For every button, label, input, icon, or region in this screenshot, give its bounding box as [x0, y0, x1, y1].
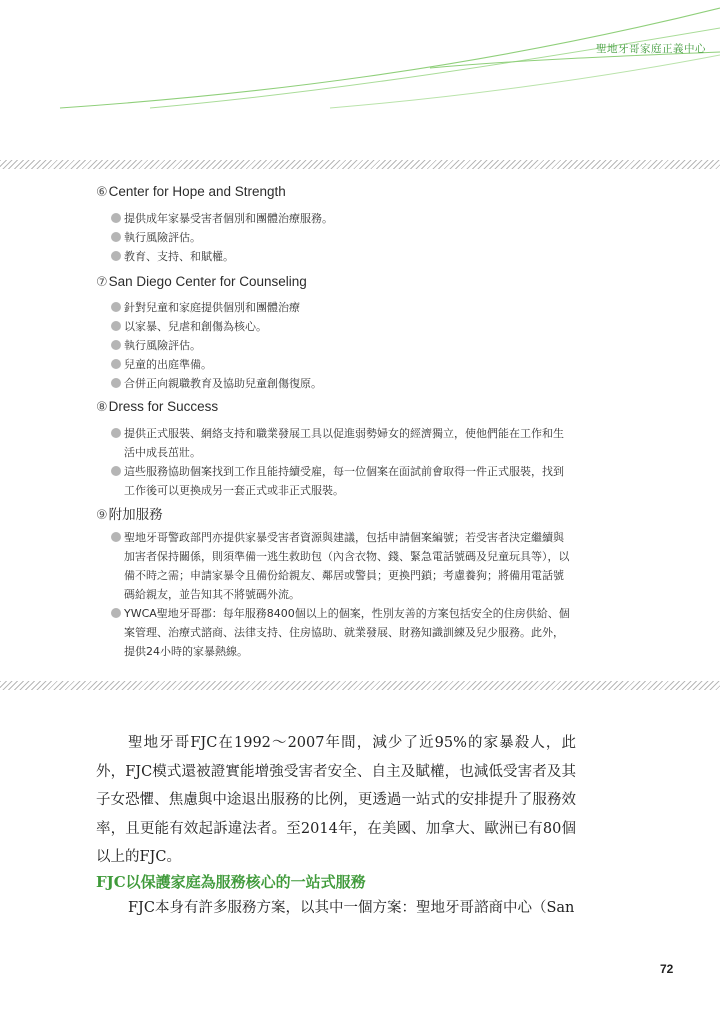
section-number: ⑦ [96, 275, 108, 290]
list-item-text: 以家暴、兒虐和創傷為核心。 [124, 320, 267, 333]
section-title-text: 附加服務 [108, 507, 163, 522]
bullet-icon [111, 232, 121, 242]
section-number: ⑨ [96, 508, 108, 523]
list-item-text: 兒童的出庭準備。 [124, 358, 212, 371]
section-title [96, 399, 218, 415]
section-number: ⑧ [96, 400, 108, 415]
section-title [96, 184, 286, 200]
list-item [111, 336, 571, 355]
list-item-text: 聖地牙哥警政部門亦提供家暴受害者資源與建議，包括申請個案編號；若受害者決定繼續與加害者保持關係，則須準備一逃生救助包（內含衣物、錢、緊急電話號碼及兒童玩具等），以備不時之需；申請家暴令且備份給親友、鄰居或警員；更換門鎖；考慮養狗；將備用電話號碼給親友，並告知其不將號碼外流。 [124, 531, 570, 601]
list-item [111, 604, 571, 661]
list-item [111, 528, 571, 604]
bullet-icon [111, 378, 121, 388]
list-item-text: 提供成年家暴受害者個別和團體治療服務。 [124, 212, 333, 225]
list-item-text: 合併正向親職教育及協助兒童創傷復原。 [124, 377, 322, 390]
list-item-text: 執行風險評估。 [124, 231, 201, 244]
list-item [111, 298, 571, 317]
section-heading: FJC以保護家庭為服務核心的一站式服務 [96, 873, 366, 891]
bullet-icon [111, 532, 121, 542]
bullet-icon [111, 340, 121, 350]
list-item [111, 209, 571, 228]
list-item-text: 這些服務協助個案找到工作且能持續受雇，每一位個案在面試前會取得一件正式服裝，找到工作後可以更換成另一套正式或非正式服裝。 [124, 465, 564, 497]
section-title-text: Center for Hope and Strength [108, 184, 286, 199]
bullet-icon [111, 302, 121, 312]
bullet-icon [111, 251, 121, 261]
section-title [96, 503, 163, 523]
list-item-text: 提供正式服裝、網絡支持和職業發展工具以促進弱勢婦女的經濟獨立，使他們能在工作和生活中成長茁壯。 [124, 427, 564, 459]
list-item-text: 教育、支持、和賦權。 [124, 250, 234, 263]
body-paragraph: 聖地牙哥FJC在1992～2007年間，減少了近95%的家暴殺人，此外，FJC模式還被證實能增強受害者安全、自主及賦權，也減低受害者及其子女恐懼、焦慮與中途退出服務的比例，更透過一站式的安排提升了服務效率，且更能有效起訴違法者。至2014年，在美國、加拿大、歐洲已有80個以上的FJC。 [96, 735, 576, 865]
bullet-icon [111, 466, 121, 476]
body-paragraph-continued: FJC本身有許多服務方案，以其中一個方案：聖地牙哥諮商中心（San [128, 900, 575, 916]
section-title-text: San Diego Center for Counseling [108, 274, 307, 289]
bullet-icon [111, 321, 121, 331]
bullet-icon [111, 213, 121, 223]
list-item [111, 374, 571, 393]
list-item [111, 228, 571, 247]
hatched-divider-bottom [0, 681, 720, 690]
running-header-title: 聖地牙哥家庭正義中心 [596, 43, 706, 55]
list-item [111, 424, 571, 462]
list-item [111, 462, 571, 500]
list-item-text: 針對兒童和家庭提供個別和團體治療 [124, 301, 300, 314]
section-title-text: Dress for Success [108, 399, 219, 414]
list-item-text: YWCA聖地牙哥郡：每年服務8400個以上的個案，性別友善的方案包括安全的住房供給、個案管理、治療式諮商、法律支持、住房協助、就業發展、財務知識訓練及兒少服務。此外，提供24小時的家暴熱線。 [124, 607, 570, 658]
bullet-icon [111, 608, 121, 618]
list-item-text: 執行風險評估。 [124, 339, 201, 352]
section-number: ⑥ [96, 185, 108, 200]
section-title [96, 274, 307, 290]
page-number: 72 [660, 962, 674, 976]
bullet-icon [111, 359, 121, 369]
list-item [111, 355, 571, 374]
hatched-divider-top [0, 160, 720, 169]
bullet-icon [111, 428, 121, 438]
list-item [111, 247, 571, 266]
list-item [111, 317, 571, 336]
